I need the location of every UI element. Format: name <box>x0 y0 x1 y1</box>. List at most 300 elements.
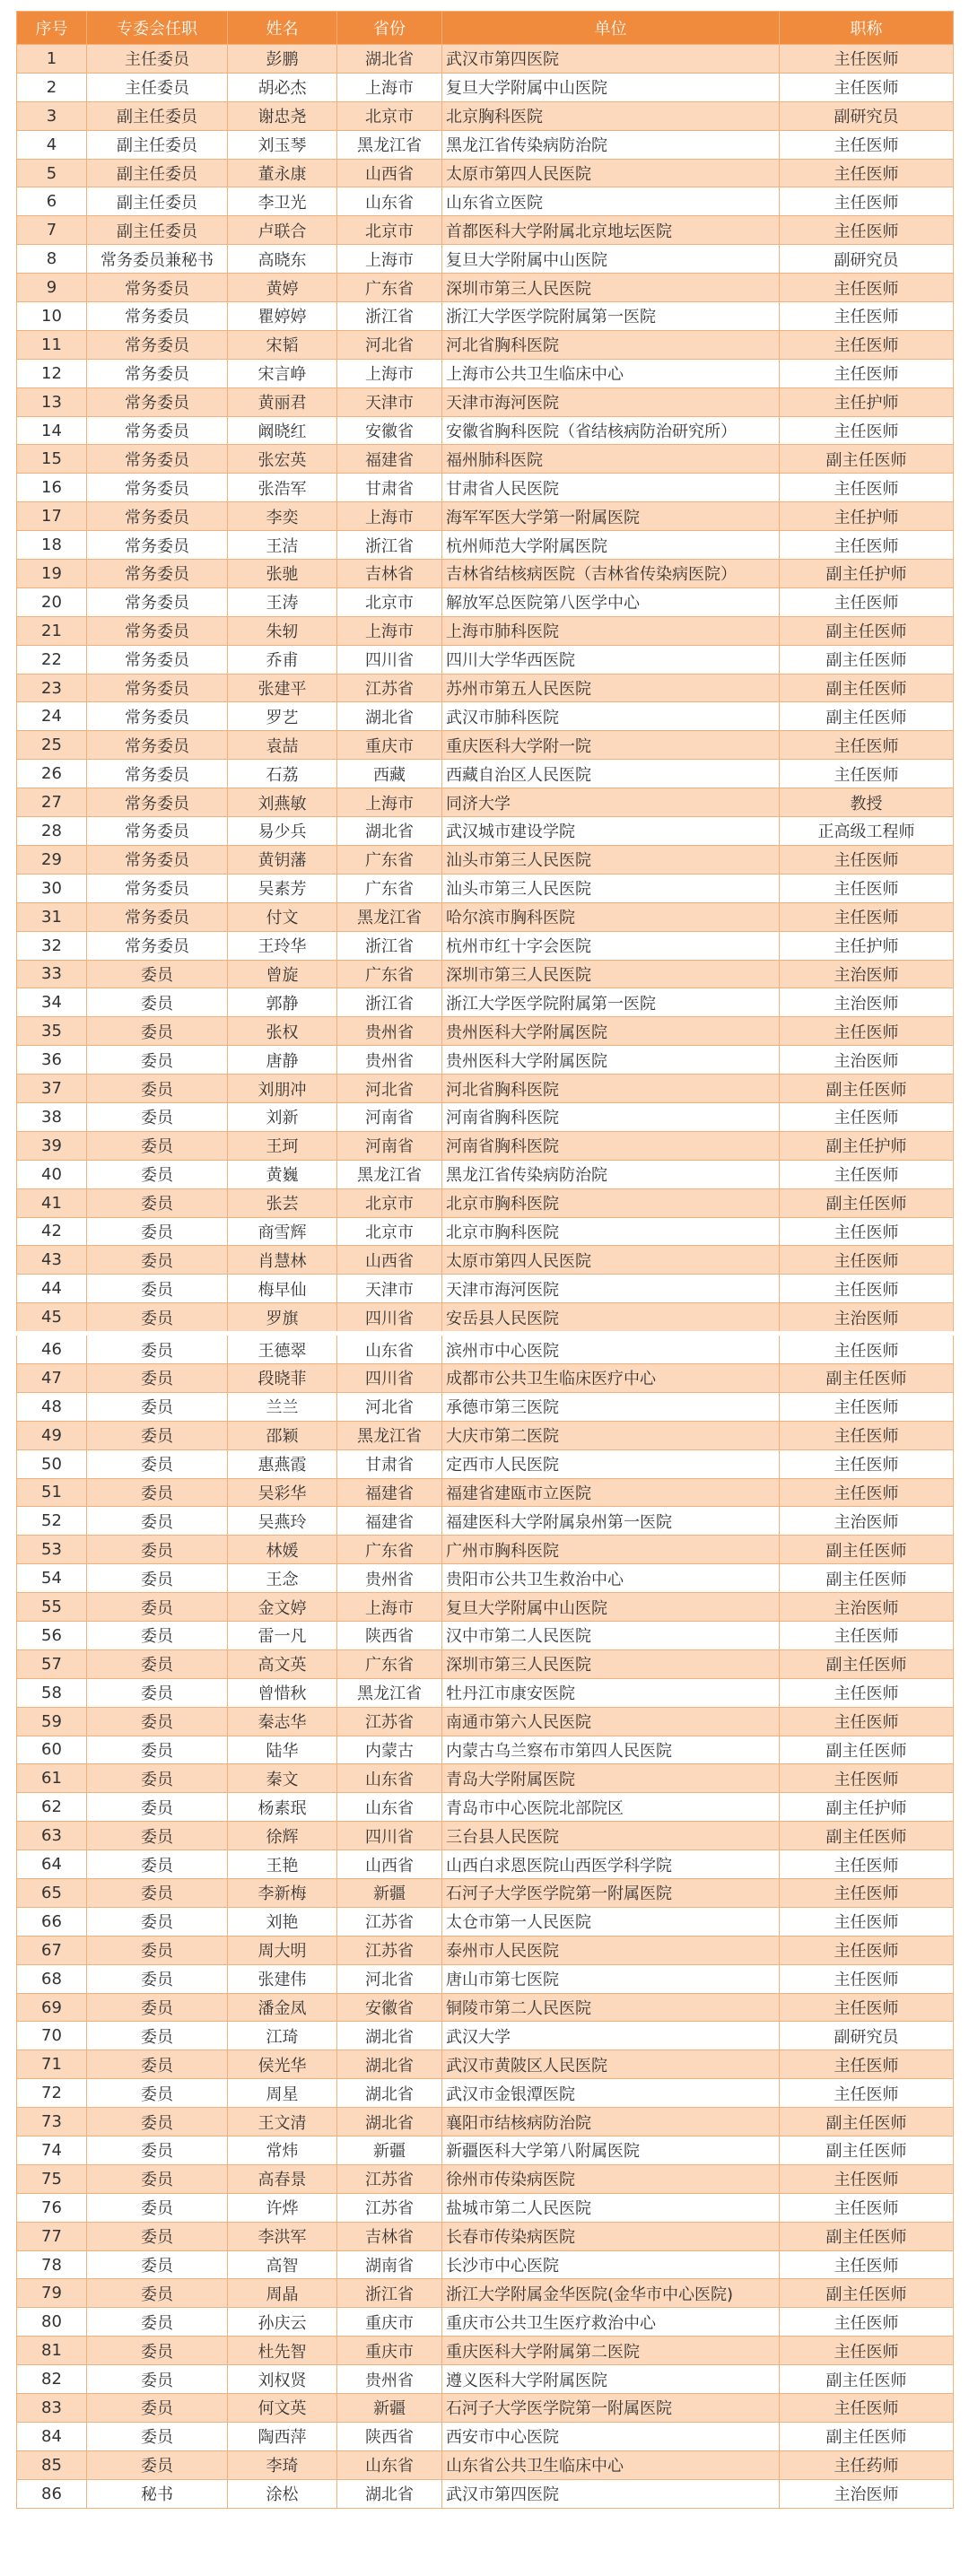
cell-province: 上海市 <box>337 616 442 645</box>
cell-position: 委员 <box>87 2365 228 2394</box>
cell-unit: 杭州市红十字会医院 <box>442 931 780 960</box>
cell-province: 黑龙江省 <box>337 1678 442 1707</box>
cell-title: 主任医师 <box>780 274 954 302</box>
cell-name: 王念 <box>228 1564 337 1593</box>
cell-position: 委员 <box>87 1850 228 1879</box>
cell-title: 主任医师 <box>780 1246 954 1275</box>
cell-province: 黑龙江省 <box>337 130 442 159</box>
cell-position: 常务委员 <box>87 445 228 474</box>
table-row <box>17 702 954 731</box>
cell-name: 秦志华 <box>228 1707 337 1736</box>
table-row <box>17 1649 954 1678</box>
cell-index: 39 <box>17 1131 87 1160</box>
cell-title: 主任医师 <box>780 1217 954 1246</box>
cell-unit: 安岳县人民医院 <box>442 1303 780 1334</box>
cell-name: 张权 <box>228 1017 337 1046</box>
cell-index: 18 <box>17 531 87 560</box>
cell-name: 秦文 <box>228 1764 337 1793</box>
cell-title: 主治医师 <box>780 2479 954 2508</box>
cell-index: 3 <box>17 101 87 130</box>
table-row <box>17 645 954 674</box>
cell-unit: 长沙市中心医院 <box>442 2250 780 2279</box>
cell-province: 湖北省 <box>337 2050 442 2079</box>
table-row <box>17 1102 954 1131</box>
cell-position: 常务委员 <box>87 274 228 302</box>
cell-name: 吴燕玲 <box>228 1507 337 1536</box>
cell-name: 梅早仙 <box>228 1275 337 1303</box>
cell-unit: 重庆市公共卫生医疗救治中心 <box>442 2308 780 2337</box>
cell-index: 10 <box>17 302 87 331</box>
cell-name: 段晓菲 <box>228 1363 337 1392</box>
cell-province: 山西省 <box>337 1246 442 1275</box>
table-row <box>17 1275 954 1303</box>
cell-index: 31 <box>17 902 87 931</box>
cell-province: 山东省 <box>337 1764 442 1793</box>
table-row <box>17 1964 954 1993</box>
cell-province: 内蒙古 <box>337 1736 442 1764</box>
cell-unit: 汕头市第三人民医院 <box>442 845 780 874</box>
cell-title: 主治医师 <box>780 960 954 988</box>
cell-index: 44 <box>17 1275 87 1303</box>
cell-position: 委员 <box>87 1478 228 1507</box>
table-row <box>17 216 954 245</box>
cell-province: 湖北省 <box>337 817 442 846</box>
cell-province: 北京市 <box>337 1217 442 1246</box>
cell-position: 常务委员 <box>87 474 228 502</box>
cell-name: 王德翠 <box>228 1334 337 1364</box>
cell-position: 委员 <box>87 2164 228 2193</box>
cell-index: 56 <box>17 1621 87 1649</box>
table-row <box>17 330 954 359</box>
cell-index: 76 <box>17 2193 87 2222</box>
cell-unit: 上海市公共卫生临床中心 <box>442 359 780 387</box>
cell-unit: 河北省胸科医院 <box>442 1075 780 1103</box>
table-row <box>17 274 954 302</box>
cell-title: 主任医师 <box>780 216 954 245</box>
cell-index: 7 <box>17 216 87 245</box>
cell-title: 副主任护师 <box>780 1793 954 1822</box>
cell-position: 委员 <box>87 1764 228 1793</box>
cell-index: 36 <box>17 1046 87 1075</box>
cell-name: 黄巍 <box>228 1160 337 1188</box>
table-row <box>17 1392 954 1421</box>
cell-name: 阚晓红 <box>228 416 337 445</box>
cell-title: 主治医师 <box>780 1507 954 1536</box>
cell-index: 60 <box>17 1736 87 1764</box>
cell-position: 副主任委员 <box>87 187 228 216</box>
table-row <box>17 1449 954 1478</box>
cell-province: 上海市 <box>337 788 442 817</box>
cell-unit: 福建省建瓯市立医院 <box>442 1478 780 1507</box>
cell-name: 李洪军 <box>228 2222 337 2250</box>
cell-name: 张建平 <box>228 674 337 702</box>
cell-unit: 天津市海河医院 <box>442 387 780 416</box>
table-row <box>17 1188 954 1217</box>
table-row <box>17 2079 954 2108</box>
cell-index: 74 <box>17 2137 87 2165</box>
table-row <box>17 788 954 817</box>
cell-unit: 北京市胸科医院 <box>442 1217 780 1246</box>
cell-name: 王艳 <box>228 1850 337 1879</box>
table-row <box>17 2193 954 2222</box>
cell-province: 河北省 <box>337 330 442 359</box>
cell-position: 常务委员 <box>87 731 228 760</box>
table-row <box>17 2394 954 2423</box>
cell-province: 江苏省 <box>337 1907 442 1936</box>
cell-position: 常务委员 <box>87 502 228 531</box>
cell-index: 28 <box>17 817 87 846</box>
cell-index: 32 <box>17 931 87 960</box>
cell-name: 黄婷 <box>228 274 337 302</box>
cell-index: 24 <box>17 702 87 731</box>
cell-name: 刘燕敏 <box>228 788 337 817</box>
header-name: 姓名 <box>228 12 337 45</box>
table-row <box>17 2222 954 2250</box>
table-row <box>17 1793 954 1822</box>
cell-title: 主任医师 <box>780 359 954 387</box>
cell-name: 陶西萍 <box>228 2422 337 2450</box>
cell-index: 12 <box>17 359 87 387</box>
cell-province: 贵州省 <box>337 1017 442 1046</box>
cell-index: 17 <box>17 502 87 531</box>
cell-unit: 武汉市肺科医院 <box>442 702 780 731</box>
cell-position: 委员 <box>87 1246 228 1275</box>
cell-unit: 解放军总医院第八医学中心 <box>442 587 780 616</box>
table-row <box>17 1993 954 2022</box>
cell-title: 主任医师 <box>780 1102 954 1131</box>
cell-index: 25 <box>17 731 87 760</box>
cell-index: 27 <box>17 788 87 817</box>
cell-province: 天津市 <box>337 387 442 416</box>
cell-title: 副主任医师 <box>780 2365 954 2394</box>
cell-unit: 广州市胸科医院 <box>442 1536 780 1564</box>
cell-title: 主任医师 <box>780 1964 954 1993</box>
cell-name: 何文英 <box>228 2394 337 2423</box>
cell-position: 委员 <box>87 1017 228 1046</box>
cell-position: 秘书 <box>87 2479 228 2508</box>
cell-title: 主任医师 <box>780 330 954 359</box>
cell-unit: 复旦大学附属中山医院 <box>442 1593 780 1622</box>
cell-name: 邵颖 <box>228 1421 337 1449</box>
cell-position: 委员 <box>87 1536 228 1564</box>
cell-name: 吴素芳 <box>228 874 337 902</box>
cell-index: 45 <box>17 1303 87 1334</box>
header-title: 职称 <box>780 12 954 45</box>
cell-province: 北京市 <box>337 1188 442 1217</box>
cell-index: 61 <box>17 1764 87 1793</box>
cell-position: 委员 <box>87 2079 228 2108</box>
cell-province: 湖北省 <box>337 2479 442 2508</box>
cell-unit: 吉林省结核病医院（吉林省传染病医院） <box>442 560 780 588</box>
cell-name: 高文英 <box>228 1649 337 1678</box>
cell-index: 22 <box>17 645 87 674</box>
cell-province: 北京市 <box>337 216 442 245</box>
cell-unit: 三台县人民医院 <box>442 1822 780 1850</box>
cell-index: 67 <box>17 1936 87 1964</box>
table-row <box>17 2450 954 2479</box>
cell-province: 湖北省 <box>337 2108 442 2137</box>
cell-position: 委员 <box>87 1907 228 1936</box>
cell-index: 43 <box>17 1246 87 1275</box>
cell-name: 孙庆云 <box>228 2308 337 2337</box>
cell-unit: 杭州师范大学附属医院 <box>442 531 780 560</box>
table-row <box>17 1246 954 1275</box>
cell-position: 委员 <box>87 988 228 1017</box>
cell-index: 71 <box>17 2050 87 2079</box>
cell-unit: 遵义医科大学附属医院 <box>442 2365 780 2394</box>
header-province: 省份 <box>337 12 442 45</box>
table-row <box>17 1678 954 1707</box>
cell-title: 主任医师 <box>780 1850 954 1879</box>
cell-title: 副主任医师 <box>780 445 954 474</box>
cell-unit: 青岛市中心医院北部院区 <box>442 1793 780 1822</box>
cell-title: 副主任医师 <box>780 702 954 731</box>
table-row <box>17 2250 954 2279</box>
cell-name: 金文婷 <box>228 1593 337 1622</box>
cell-name: 李新梅 <box>228 1879 337 1908</box>
cell-title: 主任医师 <box>780 1907 954 1936</box>
cell-position: 委员 <box>87 1102 228 1131</box>
cell-name: 谢忠尧 <box>228 101 337 130</box>
cell-title: 主任医师 <box>780 845 954 874</box>
cell-unit: 海军军医大学第一附属医院 <box>442 502 780 531</box>
cell-name: 高晓东 <box>228 245 337 274</box>
table-row <box>17 1879 954 1908</box>
cell-unit: 深圳市第三人民医院 <box>442 274 780 302</box>
cell-name: 刘权贤 <box>228 2365 337 2394</box>
cell-index: 40 <box>17 1160 87 1188</box>
cell-title: 主任医师 <box>780 187 954 216</box>
cell-name: 李卫光 <box>228 187 337 216</box>
cell-unit: 铜陵市第二人民医院 <box>442 1993 780 2022</box>
cell-title: 主治医师 <box>780 988 954 1017</box>
cell-position: 常务委员 <box>87 302 228 331</box>
cell-position: 副主任委员 <box>87 216 228 245</box>
cell-title: 副主任医师 <box>780 616 954 645</box>
table-row <box>17 1507 954 1536</box>
cell-title: 主任医师 <box>780 531 954 560</box>
cell-province: 安徽省 <box>337 416 442 445</box>
table-row <box>17 988 954 1017</box>
cell-title: 主任医师 <box>780 1707 954 1736</box>
cell-index: 9 <box>17 274 87 302</box>
cell-province: 河南省 <box>337 1131 442 1160</box>
cell-unit: 同济大学 <box>442 788 780 817</box>
cell-index: 58 <box>17 1678 87 1707</box>
cell-index: 75 <box>17 2164 87 2193</box>
table-row <box>17 1764 954 1793</box>
cell-province: 上海市 <box>337 73 442 101</box>
cell-position: 委员 <box>87 1421 228 1449</box>
cell-name: 宋韬 <box>228 330 337 359</box>
cell-title: 主任医师 <box>780 159 954 187</box>
table-row <box>17 73 954 101</box>
cell-index: 63 <box>17 1822 87 1850</box>
cell-name: 陆华 <box>228 1736 337 1764</box>
table-row <box>17 1907 954 1936</box>
cell-position: 副主任委员 <box>87 130 228 159</box>
cell-title: 主任医师 <box>780 1275 954 1303</box>
table-row <box>17 1334 954 1364</box>
cell-unit: 南通市第六人民医院 <box>442 1707 780 1736</box>
cell-province: 福建省 <box>337 1507 442 1536</box>
cell-province: 四川省 <box>337 645 442 674</box>
cell-name: 高春景 <box>228 2164 337 2193</box>
cell-index: 34 <box>17 988 87 1017</box>
cell-name: 胡必杰 <box>228 73 337 101</box>
cell-position: 委员 <box>87 1936 228 1964</box>
cell-name: 黄丽君 <box>228 387 337 416</box>
cell-name: 肖慧林 <box>228 1246 337 1275</box>
cell-name: 张驰 <box>228 560 337 588</box>
cell-index: 16 <box>17 474 87 502</box>
table-row <box>17 387 954 416</box>
cell-unit: 襄阳市结核病防治院 <box>442 2108 780 2137</box>
cell-index: 19 <box>17 560 87 588</box>
cell-index: 29 <box>17 845 87 874</box>
cell-unit: 太原市第四人民医院 <box>442 159 780 187</box>
cell-unit: 重庆医科大学附一院 <box>442 731 780 760</box>
cell-index: 37 <box>17 1075 87 1103</box>
table-row <box>17 2422 954 2450</box>
table-row <box>17 1850 954 1879</box>
cell-unit: 滨州市中心医院 <box>442 1334 780 1364</box>
cell-name: 曾惜秋 <box>228 1678 337 1707</box>
cell-title: 主任医师 <box>780 2079 954 2108</box>
table-row <box>17 931 954 960</box>
cell-name: 卢联合 <box>228 216 337 245</box>
cell-title: 主任医师 <box>780 1334 954 1364</box>
cell-title: 副主任护师 <box>780 560 954 588</box>
table-row <box>17 1421 954 1449</box>
cell-index: 23 <box>17 674 87 702</box>
cell-title: 主任医师 <box>780 731 954 760</box>
cell-unit: 河南省胸科医院 <box>442 1131 780 1160</box>
committee-roster-table <box>16 11 954 2509</box>
cell-province: 山东省 <box>337 2450 442 2479</box>
cell-name: 唐静 <box>228 1046 337 1075</box>
cell-province: 江苏省 <box>337 674 442 702</box>
cell-title: 副主任医师 <box>780 1363 954 1392</box>
cell-position: 主任委员 <box>87 73 228 101</box>
cell-index: 30 <box>17 874 87 902</box>
cell-province: 重庆市 <box>337 731 442 760</box>
cell-province: 贵州省 <box>337 1564 442 1593</box>
table-row <box>17 1736 954 1764</box>
cell-name: 周大明 <box>228 1936 337 1964</box>
cell-index: 83 <box>17 2394 87 2423</box>
cell-unit: 承德市第三医院 <box>442 1392 780 1421</box>
table-row <box>17 302 954 331</box>
cell-province: 新疆 <box>337 1879 442 1908</box>
cell-province: 上海市 <box>337 502 442 531</box>
cell-name: 张芸 <box>228 1188 337 1217</box>
cell-position: 委员 <box>87 2137 228 2165</box>
cell-title: 主任护师 <box>780 931 954 960</box>
cell-unit: 盐城市第二人民医院 <box>442 2193 780 2222</box>
cell-title: 副主任医师 <box>780 1564 954 1593</box>
table-row <box>17 760 954 788</box>
cell-name: 张浩军 <box>228 474 337 502</box>
cell-position: 委员 <box>87 1678 228 1707</box>
cell-index: 21 <box>17 616 87 645</box>
cell-name: 李琦 <box>228 2450 337 2479</box>
cell-name: 郭静 <box>228 988 337 1017</box>
cell-province: 湖北省 <box>337 702 442 731</box>
cell-name: 王洁 <box>228 531 337 560</box>
cell-index: 38 <box>17 1102 87 1131</box>
cell-position: 委员 <box>87 2279 228 2308</box>
cell-unit: 新疆医科大学第八附属医院 <box>442 2137 780 2165</box>
cell-name: 兰兰 <box>228 1392 337 1421</box>
cell-name: 王珂 <box>228 1131 337 1160</box>
cell-position: 委员 <box>87 1449 228 1478</box>
cell-name: 周晶 <box>228 2279 337 2308</box>
table-row <box>17 45 954 74</box>
cell-position: 委员 <box>87 960 228 988</box>
cell-province: 浙江省 <box>337 302 442 331</box>
cell-position: 副主任委员 <box>87 101 228 130</box>
cell-title: 主任医师 <box>780 1421 954 1449</box>
cell-position: 委员 <box>87 1160 228 1188</box>
table-row <box>17 1707 954 1736</box>
cell-index: 5 <box>17 159 87 187</box>
table-row <box>17 1564 954 1593</box>
cell-position: 委员 <box>87 1593 228 1622</box>
table-row <box>17 1822 954 1850</box>
table-row <box>17 445 954 474</box>
cell-province: 山东省 <box>337 187 442 216</box>
cell-title: 主任医师 <box>780 2337 954 2365</box>
cell-unit: 徐州市传染病医院 <box>442 2164 780 2193</box>
cell-position: 常务委员 <box>87 531 228 560</box>
cell-index: 85 <box>17 2450 87 2479</box>
cell-name: 刘玉琴 <box>228 130 337 159</box>
cell-index: 4 <box>17 130 87 159</box>
cell-position: 常务委员 <box>87 330 228 359</box>
table-row <box>17 2137 954 2165</box>
cell-title: 主任医师 <box>780 2164 954 2193</box>
cell-name: 石荔 <box>228 760 337 788</box>
cell-position: 委员 <box>87 2422 228 2450</box>
cell-name: 潘金凤 <box>228 1993 337 2022</box>
cell-position: 常务委员 <box>87 616 228 645</box>
table-row <box>17 130 954 159</box>
cell-index: 59 <box>17 1707 87 1736</box>
cell-name: 王玲华 <box>228 931 337 960</box>
cell-name: 林媛 <box>228 1536 337 1564</box>
cell-position: 常务委员 <box>87 359 228 387</box>
cell-index: 68 <box>17 1964 87 1993</box>
cell-index: 54 <box>17 1564 87 1593</box>
cell-province: 福建省 <box>337 1478 442 1507</box>
table-row <box>17 359 954 387</box>
cell-unit: 西藏自治区人民医院 <box>442 760 780 788</box>
cell-name: 雷一凡 <box>228 1621 337 1649</box>
cell-province: 山西省 <box>337 1850 442 1879</box>
cell-title: 副主任医师 <box>780 1536 954 1564</box>
cell-title: 主任医师 <box>780 130 954 159</box>
cell-position: 常务委员 <box>87 674 228 702</box>
cell-unit: 哈尔滨市胸科医院 <box>442 902 780 931</box>
cell-index: 80 <box>17 2308 87 2337</box>
table-row <box>17 902 954 931</box>
cell-title: 主任医师 <box>780 1392 954 1421</box>
cell-title: 主治医师 <box>780 1046 954 1075</box>
cell-unit: 黑龙江省传染病防治院 <box>442 1160 780 1188</box>
cell-title: 副主任医师 <box>780 645 954 674</box>
cell-province: 重庆市 <box>337 2308 442 2337</box>
